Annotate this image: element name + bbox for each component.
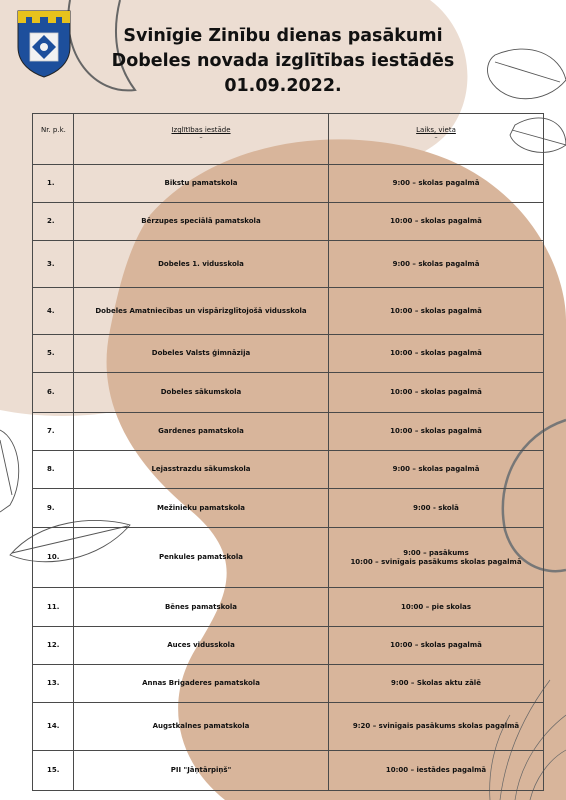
title-line-2: Dobeles novada izglītības iestādēs bbox=[111, 51, 455, 71]
row-time-place: 9:00 – skolas pagalmā bbox=[329, 165, 544, 203]
row-nr: 12. bbox=[33, 627, 74, 665]
table-row bbox=[33, 335, 544, 373]
row-time-place: 9:20 – svinīgais pasākums skolas pagalmā bbox=[329, 703, 544, 751]
row-time-place: 9:00 – Skolas aktu zālē bbox=[329, 665, 544, 703]
row-nr: 6. bbox=[33, 373, 74, 413]
row-nr: 10. bbox=[33, 528, 74, 588]
row-nr: 13. bbox=[33, 665, 74, 703]
title-line-1: Svinīgie Zinību dienas pasākumi bbox=[123, 26, 443, 46]
row-nr: 1. bbox=[33, 165, 74, 203]
table-row bbox=[33, 665, 544, 703]
table-row bbox=[33, 528, 544, 588]
row-time-place: 10:00 – skolas pagalmā bbox=[329, 373, 544, 413]
row-time-place: 9:00 – skolas pagalmā bbox=[329, 241, 544, 288]
row-institution: Bikstu pamatskola bbox=[74, 165, 329, 203]
table-row bbox=[33, 241, 544, 288]
row-time-place: 10:00 – skolas pagalmā bbox=[329, 335, 544, 373]
row-institution: Lejasstrazdu sākumskola bbox=[74, 451, 329, 489]
row-nr: 2. bbox=[33, 203, 74, 241]
row-nr: 14. bbox=[33, 703, 74, 751]
row-institution: Auces vidusskola bbox=[74, 627, 329, 665]
row-time-place: 10:00 – skolas pagalmā bbox=[329, 627, 544, 665]
header-nr: Nr. p.k. bbox=[33, 114, 74, 165]
row-nr: 5. bbox=[33, 335, 74, 373]
row-institution: Dobeles sākumskola bbox=[74, 373, 329, 413]
table-row bbox=[33, 627, 544, 665]
row-institution: Bēnes pamatskola bbox=[74, 588, 329, 627]
row-institution: Bērzupes speciālā pamatskola bbox=[74, 203, 329, 241]
row-institution: Dobeles Amatniecības un vispārizglītojošā vidusskola bbox=[74, 288, 329, 335]
row-institution: Augstkalnes pamatskola bbox=[74, 703, 329, 751]
table-row bbox=[33, 165, 544, 203]
row-institution: Mežinieku pamatskola bbox=[74, 489, 329, 528]
table-row bbox=[33, 588, 544, 627]
row-time-place: 10:00 – iestādes pagalmā bbox=[329, 751, 544, 791]
events-table bbox=[32, 113, 544, 791]
row-nr: 3. bbox=[33, 241, 74, 288]
row-nr: 15. bbox=[33, 751, 74, 791]
row-institution: Dobeles Valsts ģimnāzija bbox=[74, 335, 329, 373]
row-time-place: 10:00 – skolas pagalmā bbox=[329, 288, 544, 335]
table-row bbox=[33, 288, 544, 335]
table-row bbox=[33, 203, 544, 241]
row-institution: Penkules pamatskola bbox=[74, 528, 329, 588]
table-row bbox=[33, 489, 544, 528]
header-time-place: Laiks, vieta – bbox=[329, 114, 544, 165]
row-nr: 7. bbox=[33, 413, 74, 451]
row-institution: Dobeles 1. vidusskola bbox=[74, 241, 329, 288]
row-time-place: 9:00 – pasākums 10:00 – svinīgais pasākums skolas pagalmā bbox=[329, 528, 544, 588]
row-time-place: 10:00 – pie skolas bbox=[329, 588, 544, 627]
table-row bbox=[33, 751, 544, 791]
page-header bbox=[0, 24, 566, 99]
row-nr: 8. bbox=[33, 451, 74, 489]
row-time-place: 9:00 - skolā bbox=[329, 489, 544, 528]
table-row bbox=[33, 703, 544, 751]
row-institution: Gardenes pamatskola bbox=[74, 413, 329, 451]
row-institution: PII "Jāņtārpiņš" bbox=[74, 751, 329, 791]
event-date: 01.09.2022. bbox=[224, 76, 342, 96]
row-time-place: 10:00 – skolas pagalmā bbox=[329, 413, 544, 451]
row-nr: 4. bbox=[33, 288, 74, 335]
row-institution: Annas Brigaderes pamatskola bbox=[74, 665, 329, 703]
row-nr: 11. bbox=[33, 588, 74, 627]
row-nr: 9. bbox=[33, 489, 74, 528]
table-header-row bbox=[33, 114, 544, 165]
table-row bbox=[33, 373, 544, 413]
row-time-place: 9:00 – skolas pagalmā bbox=[329, 451, 544, 489]
header-institution: Izglītības iestāde – bbox=[74, 114, 329, 165]
row-time-place: 10:00 – skolas pagalmā bbox=[329, 203, 544, 241]
table-row bbox=[33, 413, 544, 451]
table-row bbox=[33, 451, 544, 489]
